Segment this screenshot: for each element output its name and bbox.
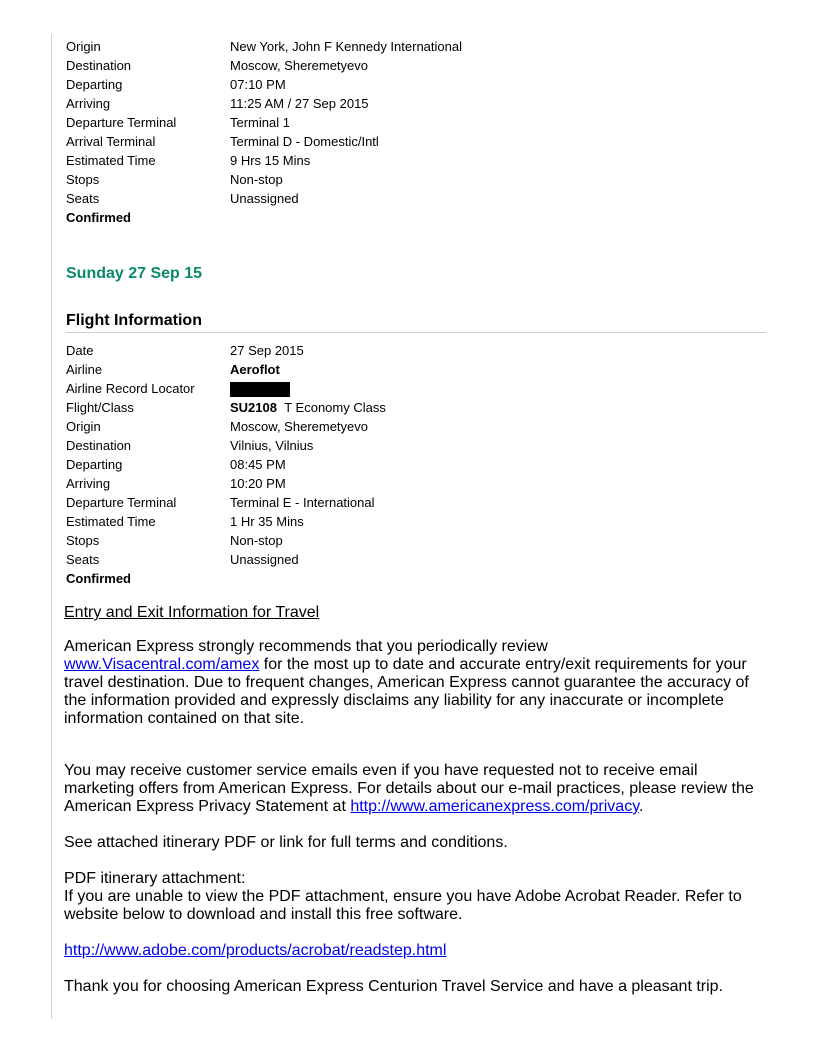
flight2-details: [66, 341, 386, 588]
detail-row: Destination Vilnius, Vilnius: [66, 438, 314, 453]
detail-row: Estimated Time 1 Hr 35 Mins: [66, 514, 304, 529]
entry-exit-paragraph: American Express strongly recommends that you periodically review www.Visacentral.com/amex for the most up to date and accurate entry/exit requirements for your travel destination. Due to frequent changes, American Express cannot guarantee the accuracy of the information provided and expressly disclaims any liability for any inaccurate or incomplete information contained on that site.: [64, 638, 749, 727]
flight1-details: [66, 37, 462, 227]
privacy-paragraph: You may receive customer service emails even if you have requested not to receive email marketing offers from American Express. For details about our e-mail practices, please review the American Express Privacy Statement at http://www.americanexpress.com/privacy.: [64, 762, 754, 815]
detail-row: Arriving 10:20 PM: [66, 476, 286, 491]
pdf-note: PDF itinerary attachment: If you are unable to view the PDF attachment, ensure you have Adobe Acrobat Reader. Refer to website below to download and install this free software.: [64, 870, 742, 923]
section-title: Flight Information: [66, 311, 766, 333]
detail-row: Date 27 Sep 2015: [66, 343, 304, 358]
terms-note: See attached itinerary PDF or link for full terms and conditions.: [64, 834, 508, 851]
detail-row: Seats Unassigned: [66, 191, 299, 206]
adobe-link[interactable]: http://www.adobe.com/products/acrobat/readstep.html: [64, 942, 447, 959]
detail-row: Stops Non-stop: [66, 533, 283, 548]
detail-row: Stops Non-stop: [66, 172, 283, 187]
detail-row: Departure Terminal Terminal 1: [66, 115, 290, 130]
redacted-record-locator: [230, 382, 290, 397]
detail-row: Estimated Time 9 Hrs 15 Mins: [66, 153, 311, 168]
detail-row: Arrival Terminal Terminal D - Domestic/Intl: [66, 134, 379, 149]
detail-row: Departing 07:10 PM: [66, 77, 286, 92]
booking-status: Confirmed: [66, 210, 131, 225]
day-heading: Sunday 27 Sep 15: [66, 265, 203, 282]
flight-number: SU2108: [230, 400, 277, 415]
detail-row: Airline Record Locator: [66, 379, 386, 398]
detail-row: Departing 08:45 PM: [66, 457, 286, 472]
detail-row: Seats Unassigned: [66, 552, 299, 567]
visacentral-link[interactable]: www.Visacentral.com/amex: [64, 656, 260, 673]
detail-row: Origin New York, John F Kennedy International: [66, 39, 462, 54]
airline-name: Aeroflot: [230, 362, 280, 377]
detail-row: Destination Moscow, Sheremetyevo: [66, 58, 369, 73]
thank-you: Thank you for choosing American Express Centurion Travel Service and have a pleasant trip.: [64, 978, 724, 995]
booking-status: Confirmed: [66, 571, 131, 586]
adobe-link-line: [64, 942, 764, 960]
left-border: [51, 34, 52, 1019]
entry-exit-title: Entry and Exit Information for Travel: [64, 604, 320, 621]
cabin-class: T Economy Class: [284, 400, 386, 415]
detail-row: Flight/Class SU2108 T Economy Class: [66, 400, 386, 415]
detail-row: Origin Moscow, Sheremetyevo: [66, 419, 369, 434]
detail-row: Airline Aeroflot: [66, 362, 280, 377]
privacy-link[interactable]: http://www.americanexpress.com/privacy: [350, 798, 640, 815]
detail-row: Departure Terminal Terminal E - International: [66, 495, 375, 510]
detail-row: Arriving 11:25 AM / 27 Sep 2015: [66, 96, 369, 111]
